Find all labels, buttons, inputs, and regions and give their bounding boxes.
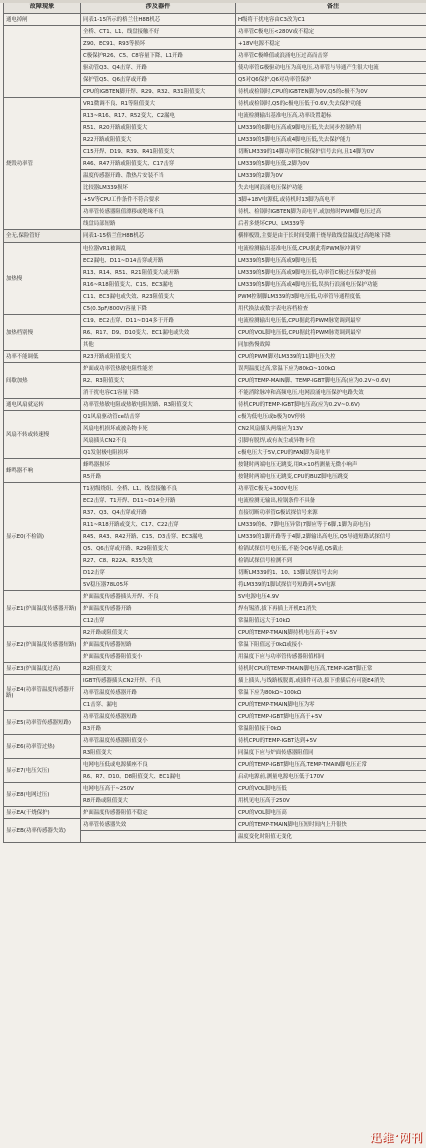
- component-cell: C极保护R26、C5、C8容量下降、L1开路: [81, 50, 236, 62]
- component-cell: C15开焊、D19、R39、R41阻值变大: [81, 146, 236, 158]
- note-cell: 使功率管G极驱动电压为高电压,功率管与导通产生很大电流: [236, 62, 426, 74]
- component-cell: C11、EC3漏电或失效、R23阻值变大: [81, 291, 236, 303]
- component-cell: 功率管温度传感器开路: [81, 687, 236, 699]
- note-cell: 功率管C极电压<280V或不稳定: [236, 26, 426, 38]
- component-cell: R16~R18阻值变大、C15、EC3漏电: [81, 279, 236, 291]
- note-cell: CPU的VOL脚电压高: [236, 807, 426, 819]
- note-cell: 功率管C极无+300V电压: [236, 483, 426, 495]
- component-cell: 风扇电机损坏或被杂物卡死: [81, 423, 236, 435]
- header-component: 涉及器件: [81, 1, 236, 14]
- component-cell: 炉面温度传感器开路: [81, 603, 236, 615]
- note-cell: 检锅试探信号检测不到: [236, 555, 426, 567]
- note-cell: 待机、检锅时IGBTEN脚为高电平,或加热时PWM脚电压过高: [236, 206, 426, 218]
- note-cell: 按键时两端电压无跳变,用R×10档测量无微小响声: [236, 459, 426, 471]
- component-cell: 炉面温度传感器插头开焊、不良: [81, 591, 236, 603]
- symptom-cell: 显示E8(电网过压): [4, 783, 81, 807]
- component-cell: Z90、EC91、R93等损坏: [81, 38, 236, 50]
- symptom-cell: 显示E0(不检锅): [4, 483, 81, 591]
- note-cell: CPU的VOL脚电压低,CPU据此将PWM脉宽调到最窄: [236, 327, 426, 339]
- component-cell: EC2击穿、T1开焊、D11~D14全开路: [81, 495, 236, 507]
- watermark: [370, 1129, 422, 1145]
- component-cell: 功率管温度传感器阻值变小: [81, 735, 236, 747]
- note-cell: 启动电源前,测量电源电压低于170V: [236, 771, 426, 783]
- component-cell: R37、Q3、Q4击穿或开路: [81, 507, 236, 519]
- note-cell: 按键时两端电压无跳变,CPU的BUZ脚电压跳变: [236, 471, 426, 483]
- note-cell: 常温阻值接于0kΩ: [236, 723, 426, 735]
- symptom-cell: 显示E3(炉面温度过高): [4, 663, 81, 675]
- table-row: [4, 819, 426, 831]
- note-cell: 不能消除脉冲和高频电压,电网浪涌电压保护电路失效: [236, 387, 426, 399]
- component-cell: R51、R20开路或阻值变大: [81, 122, 236, 134]
- note-cell: CPU的VOL脚电压低: [236, 783, 426, 795]
- component-cell: R45、R43、R42开路、C15、D3击穿、EC3漏电: [81, 531, 236, 543]
- component-cell: R8开路或阻值变大: [81, 795, 236, 807]
- component-cell: R6、R17、D9、D10变大、EC1漏电或失效: [81, 327, 236, 339]
- component-cell: R23开路或阻值变大: [81, 351, 236, 363]
- note-cell: CPU的PWM脚对LM339的11脚电压失控: [236, 351, 426, 363]
- note-cell: 横摔板毁,主要是由于长时间受潮干烧导致线盘温度过高绝缘下降: [236, 230, 426, 243]
- component-cell: 功率管温度传感器短路: [81, 711, 236, 723]
- note-cell: 用温度下应与功率管传感器阻值相同: [236, 651, 426, 663]
- component-cell: D12击穿: [81, 567, 236, 579]
- note-cell: 误判温度过高,常温下应为80kΩ~100kΩ: [236, 363, 426, 375]
- table-row: [4, 627, 426, 639]
- table-row: [4, 14, 426, 26]
- table-row: [4, 675, 426, 687]
- component-cell: 其他: [81, 339, 236, 351]
- note-cell: 后者多烧坏CPU、LM339等: [236, 218, 426, 230]
- note-cell: 待机时CPU的TEMP-TMAIN脚电压高,TEMP-IGBT脚正常: [236, 663, 426, 675]
- component-cell: 电网电压高于~250V: [81, 783, 236, 795]
- table-row: [4, 483, 426, 495]
- watermark-char: 网: [399, 1131, 410, 1144]
- watermark-char: ·: [394, 1129, 398, 1142]
- table-row: [4, 98, 426, 110]
- note-cell: CPU的TEMP-TMAIN脚电压为零: [236, 699, 426, 711]
- watermark-char: 维: [382, 1131, 394, 1144]
- note-cell: 常温下阻值远于0kΩ或接小: [236, 639, 426, 651]
- note-cell: LM339的5脚电压高或4脚电压低,误执行浪涌电压保护功能: [236, 279, 426, 291]
- component-cell: 功率管热敏电阻或热敏电阻短路、R3阻值变大: [81, 399, 236, 411]
- symptom-cell: 加热档别慢: [4, 315, 81, 351]
- note-cell: 待机CPU的TEMP-IGBT达到+5V: [236, 735, 426, 747]
- note-cell: LM339的5脚电压高或4脚电压低,失去保护能力: [236, 134, 426, 146]
- symptom-cell: [4, 26, 81, 98]
- symptom-cell: 显示E4(功率管温度传感器开路): [4, 675, 81, 711]
- note-cell: 功率管C极峰值或浪涌电压过高而击穿: [236, 50, 426, 62]
- symptom-cell: 功率不能调低: [4, 351, 81, 363]
- component-cell: R2开路或阻值变大: [81, 627, 236, 639]
- table-row: [4, 230, 426, 243]
- symptom-cell: 风扇不转或转速慢: [4, 411, 81, 459]
- symptom-cell: 通电掉闸: [4, 14, 81, 26]
- note-cell: 同加热慢故障: [236, 339, 426, 351]
- component-cell: [81, 831, 236, 843]
- watermark-char: 刊: [411, 1131, 422, 1144]
- component-cell: +5V等CPU工作条件不符合要求: [81, 194, 236, 206]
- note-cell: LM339的6脚电压高或9脚电压低,失去同步控制作用: [236, 122, 426, 134]
- watermark-char: 迅: [370, 1131, 382, 1144]
- symptom-cell: 显示E7(电压欠压): [4, 759, 81, 783]
- component-cell: R5开路: [81, 471, 236, 483]
- note-cell: 切断LM339的1、10、13脚试探信号去向: [236, 567, 426, 579]
- symptom-cell: 烧毁功率管: [4, 98, 81, 230]
- component-cell: 消干扰电容C1容量下降: [81, 387, 236, 399]
- component-cell: T1初级绕组、全桥、L1、线盘接触不良: [81, 483, 236, 495]
- component-cell: 比较器LM339损坏: [81, 182, 236, 194]
- component-cell: 全桥、CT1、L1、线盘接触不好: [81, 26, 236, 38]
- component-cell: CPU的IGBTEN脚开焊、R29、R32、R31阻值变大: [81, 86, 236, 98]
- component-cell: C12击穿: [81, 615, 236, 627]
- table-row: [4, 783, 426, 795]
- note-cell: 5V电源电压4.9V: [236, 591, 426, 603]
- table-row: [4, 315, 426, 327]
- note-cell: 温度变化时阻值无变化: [236, 831, 426, 843]
- component-cell: 功率管传感器阻值漂移或绝缘不良: [81, 206, 236, 218]
- symptom-cell: 显示E2(炉面温度传感器短路): [4, 627, 81, 663]
- note-cell: LM339的2脚为0V: [236, 170, 426, 182]
- note-cell: 焊有锡渣,拔下再插上开机E1消失: [236, 603, 426, 615]
- symptom-cell: 加热慢: [4, 243, 81, 315]
- symptom-cell: 显示EA(干烧保护): [4, 807, 81, 819]
- note-cell: CPU的TEMP-IGBT脚电压高,TEMP-TMAIN脚电压正常: [236, 759, 426, 771]
- note-cell: 检锅试探信号电压低,不能令Q6导通,Q5截止: [236, 543, 426, 555]
- note-cell: 切断LM339的14脚功率管C极保护信号去向,且14脚为0V: [236, 146, 426, 158]
- table-row: [4, 243, 426, 255]
- component-cell: C5(0.3pF/800V)容量下降: [81, 303, 236, 315]
- component-cell: 炉面温度传感器阻值变小: [81, 651, 236, 663]
- component-cell: 风扇插头CN2不良: [81, 435, 236, 447]
- note-cell: LM339的6、7脚电压异常(7脚应等于6脚,1脚为高电压): [236, 519, 426, 531]
- note-cell: 待机或检锅时,CPU的IGBTEN脚为0V,Q5的c极不为0V: [236, 86, 426, 98]
- component-cell: R13、R14、R51、R21阻值变大或开路: [81, 267, 236, 279]
- symptom-cell: 显示E1(炉面温度传感器开路): [4, 591, 81, 627]
- note-cell: 电流检测输出基准电压高,功率设置超标: [236, 110, 426, 122]
- note-cell: 待机或检锅时,Q5的c极电压低于0.6V,失去保护功能: [236, 98, 426, 110]
- note-cell: LM339的5脚电压低,2脚为0V: [236, 158, 426, 170]
- symptom-cell: 显示E5(功率管传感器短路): [4, 711, 81, 735]
- component-cell: 驱动管Q3、Q4击穿、开路: [81, 62, 236, 74]
- note-cell: 3脚+18V电源低,或待机时13脚为高电平: [236, 194, 426, 206]
- component-cell: R2、R3阻值变大: [81, 375, 236, 387]
- component-cell: R13~R16、R17、R52变大、C2漏电: [81, 110, 236, 122]
- component-cell: IGBT传感器插头CN2开焊、不良: [81, 675, 236, 687]
- note-cell: 引脚有脱焊,或有灰尘或异物卡住: [236, 435, 426, 447]
- note-cell: LM339的5脚电压高或9脚电压低: [236, 255, 426, 267]
- note-cell: 用机见电压高于250V: [236, 795, 426, 807]
- table-row: [4, 351, 426, 363]
- table-row: [4, 411, 426, 423]
- note-cell: PWM控制脚LM339的3脚电压低,功率管导通程度低: [236, 291, 426, 303]
- note-cell: Q5对Q6保护,Q6对功率管保护: [236, 74, 426, 86]
- component-cell: R46、R47开路或阻值变大、C17击穿: [81, 158, 236, 170]
- component-cell: R2阻值变大: [81, 663, 236, 675]
- table-row: [4, 711, 426, 723]
- note-cell: 插上插头,与线路板脱离,或插件可动,拔下重插后有可能E4消失: [236, 675, 426, 687]
- component-cell: C19、EC2击穿、D11~D14多于开路: [81, 315, 236, 327]
- note-cell: 用代换法或数字表电容档检查: [236, 303, 426, 315]
- note-cell: 失去电网浪涌电压保护功能: [236, 182, 426, 194]
- note-cell: 常温下应为80kΩ~100kΩ: [236, 687, 426, 699]
- note-cell: 电流检测无输出,检锅条件不具备: [236, 495, 426, 507]
- component-cell: 电位器VR1被调乱: [81, 243, 236, 255]
- component-cell: 温度传感器开路、散热片安装不当: [81, 170, 236, 182]
- table-row: [4, 591, 426, 603]
- note-cell: CN2风扇插头两端应为13V: [236, 423, 426, 435]
- header-note: 备注: [236, 1, 426, 14]
- note-cell: H级将干扰电容由C3改为C1: [236, 14, 426, 26]
- note-cell: 直接切断功率管G极试探信号来源: [236, 507, 426, 519]
- table-row: [4, 663, 426, 675]
- note-cell: 电流检测输出基准电压低,CPU据此将PWM脉冲调窄: [236, 243, 426, 255]
- component-cell: 炉面温度传感器阻值不稳定: [81, 807, 236, 819]
- component-cell: 蜂鸣器损坏: [81, 459, 236, 471]
- note-cell: CPU的TEMP-IGBT脚电压高于+5V: [236, 711, 426, 723]
- note-cell: 电流检测输出电压低,CPU据此将PWM脉宽调到最窄: [236, 315, 426, 327]
- component-cell: R11~R18开路或变大、C17、C22击穿: [81, 519, 236, 531]
- component-cell: Q1发射极电阻损坏: [81, 447, 236, 459]
- component-cell: 线盘局部短路: [81, 218, 236, 230]
- component-cell: R6、R7、D10、D8阻值变大、EC1漏电: [81, 771, 236, 783]
- symptom-cell: 显示EB(功率传感器失效): [4, 819, 81, 843]
- table-row: [4, 459, 426, 471]
- note-cell: 常温阻值远大于10kΩ: [236, 615, 426, 627]
- note-cell: 待机CPU的TEMP-IGBT脚电压高(应为0.2V~0.6V): [236, 399, 426, 411]
- table-row: [4, 759, 426, 771]
- component-cell: 电网电压低或电源插座不良: [81, 759, 236, 771]
- note-cell: CPU的TEMP-TMAIN脚持机电压高于+5V: [236, 627, 426, 639]
- note-cell: CPU的TEMP-MAIN脚、TEMP-IGBT脚电压高(应为0.2V~0.6V): [236, 375, 426, 387]
- component-cell: R27、C8、R22A、R35失效: [81, 555, 236, 567]
- component-cell: VR1微调不良、R1等阻值变大: [81, 98, 236, 110]
- table-row: [4, 26, 426, 38]
- table-row: [4, 399, 426, 411]
- component-cell: 同表1-15格兰仕H8B机芯: [81, 230, 236, 243]
- symptom-cell: 全无,保险管好: [4, 230, 81, 243]
- note-cell: LM339的1脚开路等于4脚,2脚输出高电压,Q5导通短路试探信号: [236, 531, 426, 543]
- note-cell: c极电压大于5V,CPU的FAN脚为高电平: [236, 447, 426, 459]
- note-cell: CPU的TEMP-TMAIN脚电压短时间内上升很快: [236, 819, 426, 831]
- component-cell: 保护管Q5、Q6击穿或开路: [81, 74, 236, 86]
- symptom-cell: 间歇加热: [4, 363, 81, 399]
- header-symptom: 故障现象: [4, 1, 81, 14]
- table-row: [4, 735, 426, 747]
- note-cell: +18V电源不稳定: [236, 38, 426, 50]
- component-cell: R3阻值变大: [81, 747, 236, 759]
- note-cell: LM339的5脚电压高或9脚电压低,功率管C极过压保护提前: [236, 267, 426, 279]
- component-cell: 功率管传感器失效: [81, 819, 236, 831]
- component-cell: C1击穿、漏电: [81, 699, 236, 711]
- symptom-cell: 蜂鸣器不响: [4, 459, 81, 483]
- component-cell: 5V稳压器78L05坏: [81, 579, 236, 591]
- component-cell: EC2漏电、D11~D14击穿或开路: [81, 255, 236, 267]
- component-cell: R22开路或阻值变大: [81, 134, 236, 146]
- component-cell: R3开路: [81, 723, 236, 735]
- table-row: [4, 807, 426, 819]
- fault-table-body: [4, 1, 426, 843]
- table-row: [4, 363, 426, 375]
- note-cell: 将LM339的1脚试探信号短路到+5V电源: [236, 579, 426, 591]
- page-top-edge: [0, 0, 426, 3]
- note-cell: c极为低电压或b极为0V停转: [236, 411, 426, 423]
- component-cell: Q1风扇驱动管ce结击穿: [81, 411, 236, 423]
- note-cell: 同温度下应与炉面传感器阻值同: [236, 747, 426, 759]
- component-cell: Q5、Q6击穿或开路、R29阻值变大: [81, 543, 236, 555]
- symptom-cell: 通电风扇就运转: [4, 399, 81, 411]
- component-cell: 同表1-15所示的格兰仕H8B机芯: [81, 14, 236, 26]
- component-cell: 炉面或功率管热敏电阻性能差: [81, 363, 236, 375]
- component-cell: 炉面温度传感器短路: [81, 639, 236, 651]
- fault-table: [3, 0, 426, 843]
- symptom-cell: 显示E6(功率管过热): [4, 735, 81, 759]
